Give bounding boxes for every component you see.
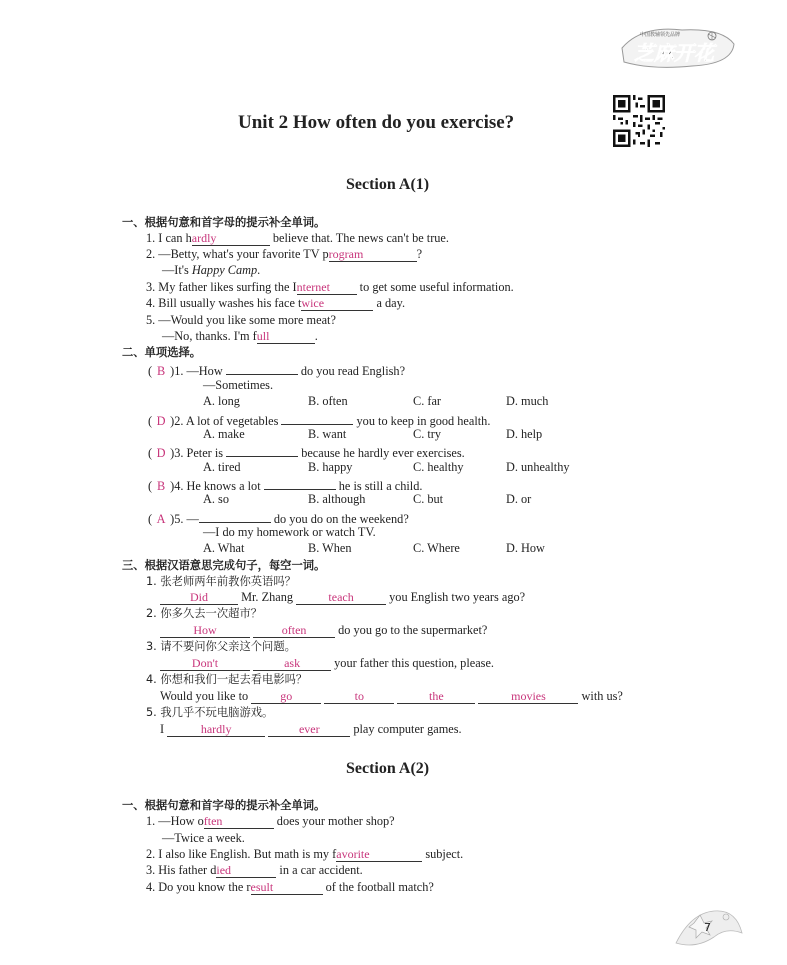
mc-dialog-line: —Sometimes.	[203, 378, 274, 392]
part-heading: 一、根据句意和首字母的提示补全单词。	[122, 216, 326, 229]
section-title: Section A(2)	[346, 760, 430, 777]
part-heading: 一、根据句意和首字母的提示补全单词。	[122, 799, 326, 812]
chinese-prompt: 5. 我几乎不玩电脑游戏。	[146, 706, 274, 719]
mc-question: ( D )3. Peter is because he hardly ever exercises.	[148, 443, 465, 461]
part-heading: 二、单项选择。	[122, 346, 202, 359]
answer-blank[interactable]: ardly	[192, 232, 270, 246]
mc-answer[interactable]: A	[156, 512, 166, 526]
question-line: 4. Do you know the result of the football match?	[146, 880, 434, 894]
answer-blank[interactable]	[199, 509, 271, 523]
mc-options	[203, 492, 583, 507]
answer-blank[interactable]: often	[253, 624, 335, 638]
question-line: —No, thanks. I'm full .	[162, 329, 318, 343]
question-line: —It's Happy Camp.	[162, 263, 261, 277]
question-line: 2. —Betty, what's your favorite TV program ?	[146, 247, 423, 261]
answer-blank[interactable]: movies	[478, 690, 578, 704]
translation-line: Did Mr. Zhang teach you English two years ago?	[160, 590, 525, 605]
chinese-prompt: 1. 张老师两年前教你英语吗？	[146, 575, 296, 588]
translation-line: I hardly ever play computer games.	[160, 722, 462, 736]
question-line: 1. —How often does your mother shop?	[146, 814, 395, 828]
answer-blank[interactable]: avorite	[336, 848, 422, 862]
mc-options	[203, 541, 583, 556]
answer-blank[interactable]: ull	[257, 330, 315, 344]
answer-blank[interactable]: ften	[204, 815, 274, 829]
qr-code-icon[interactable]	[613, 95, 665, 147]
answer-blank[interactable]: wice	[301, 297, 373, 311]
mc-options	[203, 394, 583, 409]
option-a[interactable]: A. tired	[203, 460, 241, 474]
logo-subtext: 中国教辅领先品牌	[640, 32, 681, 38]
mc-dialog-line: —I do my homework or watch TV.	[203, 525, 376, 539]
answer-blank[interactable]	[226, 443, 298, 457]
answer-blank[interactable]	[226, 361, 298, 375]
answer-blank[interactable]: Don't	[160, 657, 250, 671]
option-c[interactable]: C. but	[413, 492, 444, 506]
mc-question: ( A )5. — do you do on the weekend?	[148, 509, 409, 527]
question-line: 3. My father likes surfing the Internet to get some useful information.	[146, 280, 514, 294]
answer-blank[interactable]: teach	[296, 591, 386, 605]
option-d[interactable]: D. How	[506, 541, 545, 555]
question-line: 4. Bill usually washes his face twice a day.	[146, 296, 406, 310]
option-c[interactable]: C. Where	[413, 541, 460, 555]
answer-blank[interactable]: ever	[268, 723, 350, 737]
answer-blank[interactable]: Did	[160, 591, 238, 605]
question-line: 1. I can hardly believe that. The news can't be true.	[146, 231, 449, 245]
translation-line: How often do you go to the supermarket?	[160, 623, 487, 638]
mc-question: ( B )1. —How do you read English?	[148, 361, 405, 379]
mc-answer[interactable]: D	[156, 446, 166, 460]
option-a[interactable]: A. so	[203, 492, 229, 506]
option-c[interactable]: C. far	[413, 394, 441, 408]
option-b[interactable]: B. although	[308, 492, 366, 506]
answer-blank[interactable]: go	[251, 690, 321, 704]
section-title: Section A(1)	[346, 176, 430, 193]
answer-blank[interactable]: nternet	[297, 281, 357, 295]
answer-blank[interactable]: rogram	[329, 248, 417, 262]
page-number: 7	[704, 921, 711, 934]
answer-blank[interactable]: hardly	[167, 723, 265, 737]
mc-answer[interactable]: D	[156, 414, 166, 428]
answer-blank[interactable]: ied	[216, 864, 276, 878]
option-d[interactable]: D. help	[506, 427, 543, 441]
logo-text: 芝麻开花	[634, 41, 714, 65]
part-heading: 三、根据汉语意思完成句子，每空一词。	[122, 559, 326, 572]
answer-blank[interactable]: the	[397, 690, 475, 704]
mc-options	[203, 427, 583, 442]
option-a[interactable]: A. long	[203, 394, 240, 408]
question-line: —Twice a week.	[162, 831, 245, 845]
mc-question: ( D )2. A lot of vegetables you to keep in good health.	[148, 411, 490, 429]
mc-answer[interactable]: B	[157, 364, 166, 378]
unit-title: Unit 2 How often do you exercise?	[238, 112, 515, 133]
option-b[interactable]: B. often	[308, 394, 348, 408]
option-a[interactable]: A. make	[203, 427, 245, 441]
question-line: 5. —Would you like some more meat?	[146, 313, 336, 327]
chinese-prompt: 3. 请不要问你父亲这个问题。	[146, 640, 296, 653]
answer-blank[interactable]: How	[160, 624, 250, 638]
translation-line: Would you like to go to the movies with us?	[160, 689, 623, 703]
mc-question: ( B )4. He knows a lot he is still a child.	[148, 476, 422, 494]
option-b[interactable]: B. When	[308, 541, 352, 555]
option-d[interactable]: D. much	[506, 394, 549, 408]
option-d[interactable]: D. or	[506, 492, 532, 506]
question-line: 2. I also like English. But math is my favorite subject.	[146, 847, 464, 861]
brand-logo	[612, 20, 742, 75]
option-d[interactable]: D. unhealthy	[506, 460, 570, 474]
chinese-prompt: 4. 你想和我们一起去看电影吗？	[146, 673, 308, 686]
option-b[interactable]: B. happy	[308, 460, 353, 474]
mc-answer[interactable]: B	[157, 479, 166, 493]
option-c[interactable]: C. healthy	[413, 460, 464, 474]
answer-blank[interactable]: esult	[251, 881, 323, 895]
question-line: 3. His father died in a car accident.	[146, 863, 363, 877]
translation-line: Don't ask your father this question, please.	[160, 656, 494, 671]
option-a[interactable]: A. What	[203, 541, 245, 555]
option-b[interactable]: B. want	[308, 427, 347, 441]
chinese-prompt: 2. 你多久去一次超市？	[146, 607, 263, 620]
option-c[interactable]: C. try	[413, 427, 442, 441]
answer-blank[interactable]: to	[324, 690, 394, 704]
mc-options	[203, 460, 583, 475]
answer-blank[interactable]	[264, 476, 336, 490]
answer-blank[interactable]	[281, 411, 353, 425]
answer-blank[interactable]: ask	[253, 657, 331, 671]
